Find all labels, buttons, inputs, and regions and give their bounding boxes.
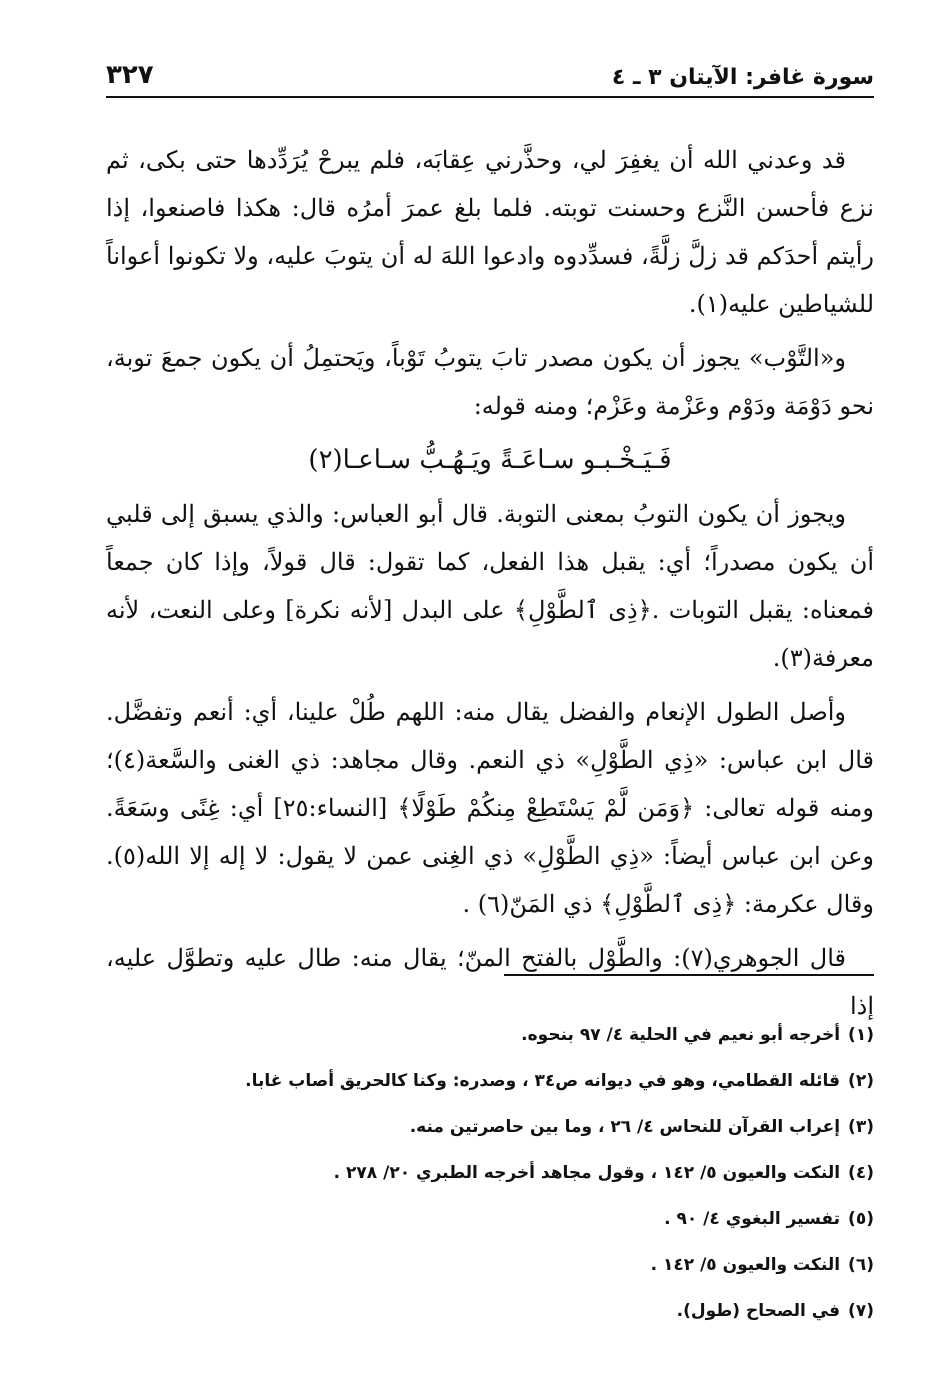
footnote-divider bbox=[504, 974, 874, 976]
running-head: سورة غافر: الآيتان ٣ ـ ٤ bbox=[611, 65, 874, 90]
main-text bbox=[106, 136, 874, 1036]
paragraph-4: وأصل الطول الإنعام والفضل يقال منه: اللهم طُلْ علينا، أي: أنعم وتفضَّل. قال ابن عباس: «ذِي الطَّوْلِ» ذي النعم. وقال مجاهد: ذي الغنى والسَّعة(٤)؛ ومنه قوله تعالى: ﴿وَمَن لَّمْ يَسْتَطِعْ مِنكُمْ طَوْلًا﴾ [النساء:٢٥] أي: غِنًى وسَعَةً. وعن ابن عباس أيضاً: «ذِي الطَّوْلِ» ذي الغِنى عمن لا يقول: لا إله إلا الله(٥). وقال عكرمة: ﴿ذِى ٱلطَّوْلِ﴾ ذي المَنّ(٦) . bbox=[106, 698, 875, 918]
footnote-number: (٣) bbox=[848, 1117, 874, 1137]
poetry-verse: فَـيَـخْـبـو سـاعَـةً ويَـهُـبُّ سـاعـا(٢) bbox=[308, 445, 672, 475]
footnote bbox=[106, 1012, 874, 1058]
page-header bbox=[106, 58, 874, 98]
footnote-number: (٦) bbox=[848, 1255, 874, 1275]
footnote bbox=[106, 1058, 874, 1104]
paragraph-2: و«التَّوْب» يجوز أن يكون مصدر تابَ يتوبُ تَوْباً، ويَحتمِلُ أن يكون جمعَ توبة، نحو دَوْمَة ودَوْم وعَزْمة وعَزْم؛ ومنه قوله: bbox=[106, 344, 874, 420]
page-number: ٣٢٧ bbox=[106, 60, 154, 90]
paragraph-5: قال الجوهري(٧): والطَّوْل بالفتح المنّ؛ يقال منه: طال عليه وتطوَّل عليه، إذا bbox=[106, 944, 874, 1020]
paragraph-1: قد وعدني الله أن يغفِرَ لي، وحذَّرني عِقابَه، فلم يبرحْ يُرَدِّدها حتى بكى، ثم نزع فأحسن النَّزع وحسنت توبته. فلما بلغ عمرَ أمرُه قال: هكذا فاصنعوا، إذا رأيتم أحدَكم قد زلَّ زلَّةً، فسدِّدوه وادعوا اللهَ له أن يتوبَ عليه، ولا تكونوا أعواناً للشياطين عليه(١). bbox=[106, 146, 874, 318]
footnote-number: (١) bbox=[848, 1025, 874, 1045]
footnote-text: قائله القطامي، وهو في ديوانه ص٣٤ ، وصدره: وكنا كالحريق أصاب غابا. bbox=[245, 1071, 841, 1091]
paragraph-3: ويجوز أن يكون التوبُ بمعنى التوبة. قال أبو العباس: والذي يسبق إلى قلبي أن يكون مصدراً؛ أي: يقبل هذا الفعل، كما تقول: قال قولاً، وإذا كان جمعاً فمعناه: يقبل التوبات .﴿ذِى ٱلطَّوْلِ﴾ على البدل [لأنه نكرة] وعلى النعت، لأنه معرفة(٣). bbox=[106, 500, 874, 672]
footnote bbox=[106, 1104, 874, 1150]
footnote-number: (٤) bbox=[848, 1163, 874, 1183]
footnote-text: النكت والعيون ٥/ ١٤٢ ، وقول مجاهد أخرجه الطبري ٢٠/ ٢٧٨ . bbox=[333, 1163, 841, 1183]
footnote bbox=[106, 1288, 874, 1334]
footnote bbox=[106, 1196, 874, 1242]
footnotes bbox=[106, 1012, 874, 1334]
footnote-text: في الصحاح (طول). bbox=[676, 1301, 841, 1321]
footnote bbox=[106, 1150, 874, 1196]
footnote-number: (٧) bbox=[848, 1301, 874, 1321]
footnote-number: (٥) bbox=[848, 1209, 874, 1229]
footnote-text: إعراب القرآن للنحاس ٤/ ٢٦ ، وما بين حاصرتين منه. bbox=[409, 1117, 841, 1137]
footnote-text: النكت والعيون ٥/ ١٤٢ . bbox=[650, 1255, 841, 1275]
footnote-text: تفسير البغوي ٤/ ٩٠ . bbox=[664, 1209, 841, 1229]
footnote-number: (٢) bbox=[848, 1071, 874, 1091]
footnote-text: أخرجه أبو نعيم في الحلية ٤/ ٩٧ بنحوه. bbox=[521, 1025, 841, 1045]
footnote bbox=[106, 1242, 874, 1288]
